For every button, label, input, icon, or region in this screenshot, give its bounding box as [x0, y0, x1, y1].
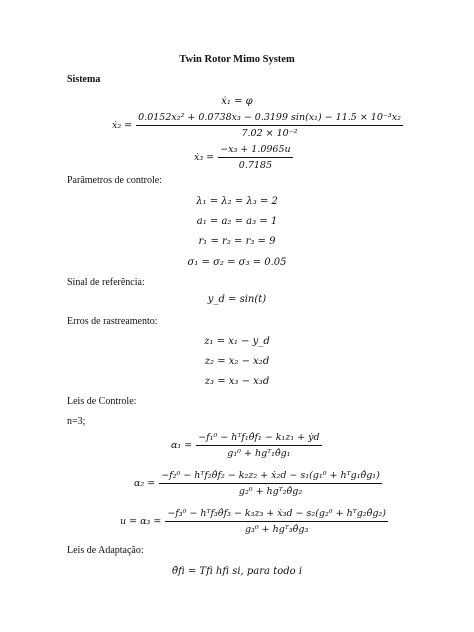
equation-alpha2: [134, 470, 382, 497]
equation-x2-numerator: 0.0152x₂² + 0.0738x₃ − 0.3199 sin(x₁) − 11.5 × 10⁻³x₂: [136, 112, 403, 126]
equation-u-denominator: g₃⁰ + hgᵀ₃θ̂g₃: [244, 524, 309, 535]
equation-lambda: λ₁ = λ₂ = λ₃ = 2: [196, 196, 278, 207]
equation-alpha1-lhs: α₁ =: [171, 440, 193, 451]
equation-x3-numerator: −x₃ + 1.0965u: [218, 144, 293, 158]
equation-alpha1-numerator: −f₁⁰ − hᵀf₁θ̂f₁ − k₁z₁ + ẏd: [196, 432, 321, 446]
equation-alpha2-fraction: [159, 470, 382, 497]
equation-alpha1: [171, 432, 322, 459]
equation-sigma: σ₁ = σ₂ = σ₃ = 0.05: [187, 257, 287, 268]
equation-reference: y_d = sin(t): [207, 294, 267, 305]
equation-r: r₁ = r₂ = r₃ = 9: [198, 236, 276, 247]
section-heading-leis: Leis de Controle:: [67, 396, 137, 407]
equation-alpha1-fraction: [196, 432, 321, 459]
section-heading-erros: Erros de rastreamento:: [67, 316, 158, 327]
equation-alpha2-lhs: α₂ =: [134, 478, 156, 489]
equation-x3: [194, 144, 293, 171]
equation-alpha: a₁ = a₂ = a₃ = 1: [196, 216, 278, 227]
equation-adaptation: θ̇fi = Tfi hfi si, para todo i: [171, 566, 303, 577]
equation-alpha2-numerator: −f₂⁰ − hᵀf₂θ̂f₂ − k₂z₂ + ẋ₂d − s₁(g₁⁰ + hᵀg₁θ̂g₁): [159, 470, 382, 484]
equation-alpha1-denominator: g₁⁰ + hgᵀ₁θ̂g₁: [227, 448, 291, 459]
equation-x3-denominator: 0.7185: [238, 160, 273, 171]
equation-u: [120, 508, 388, 535]
equation-u-lhs: u = α₃ =: [120, 516, 162, 527]
equation-x2-denominator: 7.02 × 10⁻²: [241, 128, 298, 139]
equation-x3-fraction: [218, 144, 293, 171]
n-value: n=3;: [67, 416, 86, 427]
equation-u-numerator: −f₃⁰ − hᵀf₃θ̂f₃ − k₃z₃ + ẋ₃d − s₂(g₂⁰ + hᵀg₂θ̂g₂): [165, 508, 388, 522]
section-heading-referencia: Sinal de referência:: [67, 277, 145, 288]
page-title: Twin Rotor Mimo System: [179, 54, 295, 65]
equation-z3: z₃ = x₃ − x₃d: [204, 376, 270, 387]
section-heading-sistema: Sistema: [67, 74, 101, 85]
equation-u-fraction: [165, 508, 388, 535]
equation-z1: z₁ = x₁ − y_d: [204, 336, 270, 347]
section-heading-adaptacao: Leis de Adaptação:: [67, 545, 144, 556]
equation-alpha2-denominator: g₂⁰ + hgᵀ₂θ̂g₂: [238, 486, 303, 497]
equation-x2: [112, 112, 403, 139]
equation-x3-lhs: ẋ₃ =: [194, 152, 215, 163]
equation-x2-lhs: ẋ₂ =: [112, 120, 133, 131]
section-heading-parametros: Parâmetros de controle:: [67, 175, 162, 186]
equation-x1: ẋ₁ = φ: [221, 96, 253, 107]
equation-z2: z₂ = x₂ − x₂d: [204, 356, 270, 367]
equation-x2-fraction: [136, 112, 403, 139]
